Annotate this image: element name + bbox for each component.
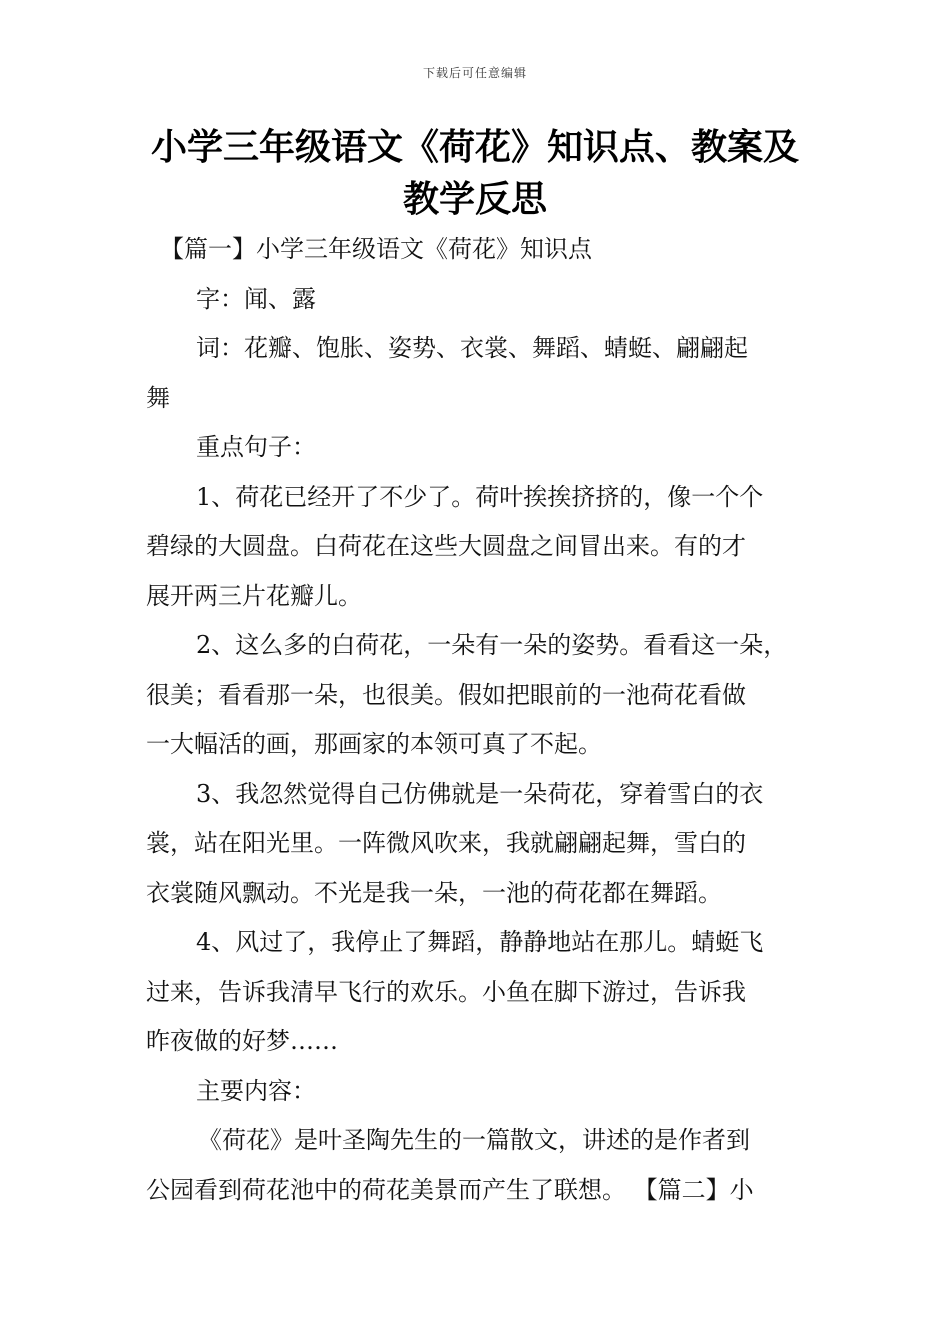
paragraph-line: 碧绿的大圆盘。白荷花在这些大圆盘之间冒出来。有的才 bbox=[146, 532, 746, 560]
sentence-paragraph bbox=[146, 918, 808, 1067]
document-title bbox=[120, 122, 830, 226]
main-content-paragraph bbox=[146, 1116, 808, 1215]
sentence-paragraph bbox=[146, 621, 808, 770]
words-line-continued: 舞 bbox=[146, 383, 170, 412]
paragraph-line: 2、这么多的白荷花，一朵有一朵的姿势。看看这一朵， bbox=[196, 631, 788, 659]
section-heading: 【篇一】小学三年级语文《荷花》知识点 bbox=[160, 235, 592, 263]
words-line: 词：花瓣、饱胀、姿势、衣裳、舞蹈、蜻蜓、翩翩起 bbox=[196, 334, 748, 362]
document-body bbox=[146, 225, 808, 1215]
paragraph-line: 很美；看看那一朵，也很美。假如把眼前的一池荷花看做 bbox=[146, 680, 746, 709]
paragraph-line: 《荷花》是叶圣陶先生的一篇散文，讲述的是作者到 bbox=[198, 1126, 750, 1154]
sentence-paragraph bbox=[146, 473, 808, 622]
paragraph-line: 昨夜做的好梦…… bbox=[146, 1027, 338, 1055]
paragraph-line: 过来，告诉我清早飞行的欢乐。小鱼在脚下游过，告诉我 bbox=[146, 977, 746, 1006]
characters-line: 字：闻、露 bbox=[196, 284, 316, 313]
title-line: 教学反思 bbox=[402, 179, 547, 220]
title-line: 小学三年级语文《荷花》知识点、教案及 bbox=[150, 127, 799, 168]
paragraph-line: 衣裳随风飘动。不光是我一朵，一池的荷花都在舞蹈。 bbox=[146, 878, 722, 907]
sentence-paragraph bbox=[146, 770, 808, 919]
paragraph-line: 3、我忽然觉得自己仿佛就是一朵荷花，穿着雪白的衣 bbox=[196, 779, 764, 808]
paragraph-line: 展开两三片花瓣儿。 bbox=[146, 581, 362, 610]
paragraph-line: 裳，站在阳光里。一阵微风吹来，我就翩翩起舞，雪白的 bbox=[146, 829, 746, 857]
paragraph-line: 公园看到荷花池中的荷花美景而产生了联想。 【篇二】小 bbox=[146, 1175, 754, 1204]
paragraph-line: 一大幅活的画，那画家的本领可真了不起。 bbox=[146, 730, 602, 758]
paragraph-line: 1、荷花已经开了不少了。荷叶挨挨挤挤的，像一个个 bbox=[196, 482, 764, 511]
key-sentences-label: 重点句子： bbox=[196, 433, 316, 461]
header-note: 下载后可任意编辑 bbox=[422, 66, 527, 80]
paragraph-line: 4、风过了，我停止了舞蹈，静静地站在那儿。蜻蜓飞 bbox=[196, 928, 764, 956]
main-content-label: 主要内容： bbox=[196, 1076, 316, 1105]
